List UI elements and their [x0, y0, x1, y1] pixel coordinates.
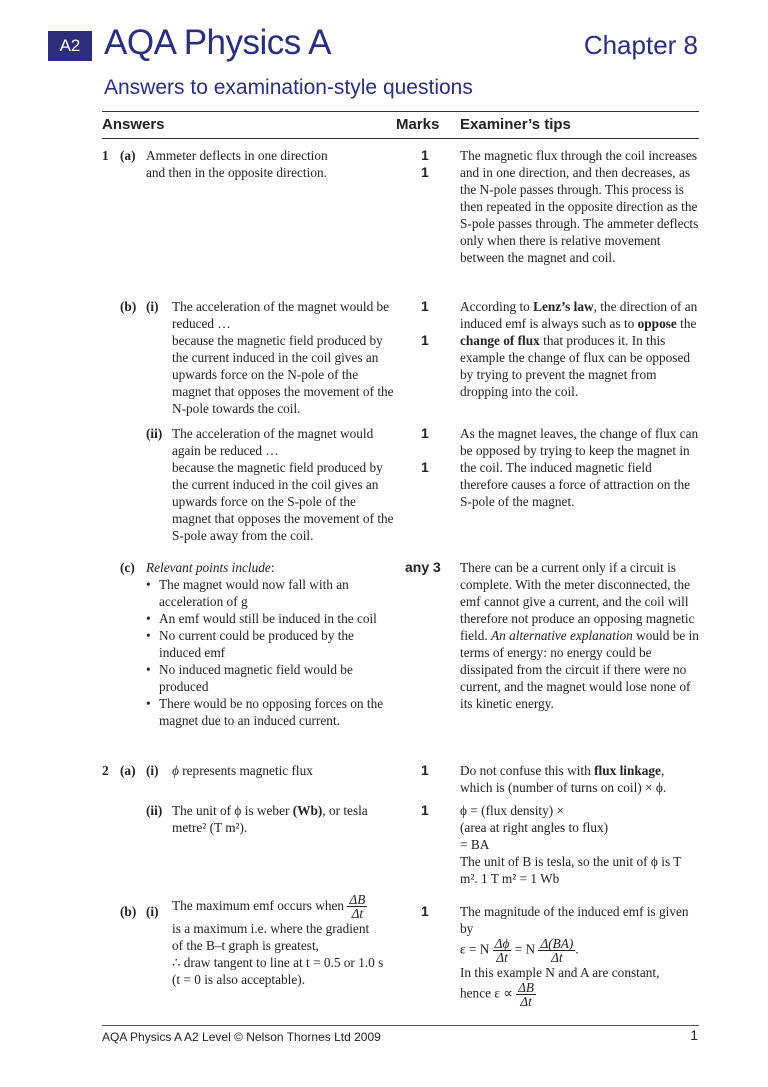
q1bi-mark-2: 1 [421, 332, 429, 348]
q2aii-answer: The unit of ϕ is weber (Wb), or tesla metre² (T m²). [172, 803, 368, 835]
q1c-bullet-list [146, 576, 396, 729]
q1bi-mark-1: 1 [421, 298, 429, 314]
q1c-answer: Relevant points include: • The magnet would now fall with an acceleration of g • An emf would still be induced in the coil • No current could be produced by the induced emf • No induced magnetic field would be produced • There would be no opposing forces on the magnet due to an induced current. [146, 559, 396, 729]
q2aii-mark: 1 [421, 802, 429, 818]
q1bii-label: (ii) [146, 426, 163, 441]
q1c-marks: any 3 [405, 559, 441, 575]
q1c-label: (c) [120, 560, 135, 575]
q2bi-answer: The maximum emf occurs when $\frac{\Delta B}{\Delta t}$ is a maximum i.e. where the gradient of the B–t graph is greatest, ∴ draw tangent to line at t = 0.5 or 1.0 s (t = 0 is also acceptable). [172, 892, 384, 987]
list-item: • The magnet would now fall with an acceleration of g [146, 576, 396, 610]
q1bi-tip: According to Lenz’s law, the direction of an induced emf is always such as to oppose the change of flux that produces it. In this example the change of flux can be opposed by trying to prevent the magnet from dropping into the coil. [460, 299, 698, 399]
list-item: • No current could be produced by the induced emf [146, 627, 396, 661]
q2b-label: (b) [120, 904, 137, 919]
q1a-tip: The magnetic flux through the coil increases and in one direction, and then decreases, as the N-pole passes through. This process is then repeated in the opposite direction as the S-pole passes through. The ammeter deflects only when there is relative movement between the magnet and coil. [460, 148, 699, 265]
q1a-mark-1: 1 [421, 147, 429, 163]
tips-column-header: Examiner’s tips [460, 116, 571, 133]
q2ai-tip: Do not confuse this with flux linkage, which is (number of turns on coil) × ϕ. [460, 763, 667, 795]
column-header-row [102, 111, 699, 139]
db-dt-fraction: $\frac{\Delta B}{\Delta t}$ [349, 892, 366, 921]
footer-rule [102, 1025, 699, 1026]
q2aii-label: (ii) [146, 803, 163, 818]
q2bi-tip: The magnitude of the induced emf is given by ε = N $\frac{\Delta\phi}{\Delta t}$ = N $\frac{\Delta(BA)}{\Delta t}$ . In this example N and A are constant, hence ε ∝ $\frac{\Delta B}{\Delta t}$ [460, 904, 689, 1009]
q1-number: 1 [102, 148, 109, 163]
q2bi-mark: 1 [421, 903, 429, 919]
page-subtitle: Answers to examination-style questions [104, 76, 473, 99]
q1bi-answer: The acceleration of the magnet would be reduced … because the magnetic field produced by the current induced in the coil gives an upwards force on the N-pole of the magnet that opposes the movement of the N-pole towards the coil. [172, 299, 394, 416]
q1a-mark-2: 1 [421, 164, 429, 180]
q2a-label: (a) [120, 763, 136, 778]
q2ai-label: (i) [146, 763, 159, 778]
marks-column-header: Marks [396, 116, 440, 133]
footer-copyright: AQA Physics A A2 Level © Nelson Thornes Ltd 2009 [102, 1030, 381, 1044]
q1bii-mark-2: 1 [421, 459, 429, 475]
q1bi-label: (i) [146, 299, 159, 314]
q1bii-tip: As the magnet leaves, the change of flux can be opposed by trying to keep the magnet in the coil. The induced magnetic field therefore causes a force of attraction on the S-pole of the magnet. [460, 426, 699, 509]
q2bi-label: (i) [146, 904, 159, 919]
q2aii-tip: ϕ = (flux density) × (area at right angles to flux) = BA The unit of B is tesla, so the unit of ϕ is T m². 1 T m² = 1 Wb [460, 803, 682, 886]
chapter-title: Chapter 8 [583, 30, 698, 60]
dba-dt-fraction: $\frac{\Delta(BA)}{\Delta t}$ [540, 936, 574, 965]
list-item: • An emf would still be induced in the coil [146, 610, 396, 627]
level-badge: A2 [48, 31, 92, 61]
dphi-dt-fraction: $\frac{\Delta\phi}{\Delta t}$ [494, 936, 510, 965]
q1b-label: (b) [120, 299, 137, 314]
q1bii-answer: The acceleration of the magnet would again be reduced … because the magnetic field produced by the current induced in the coil gives an upwards force on the S-pole of the magnet that opposes the movement of the S-pole away from the coil. [172, 426, 394, 543]
q1a-answer: Ammeter deflects in one direction and then in the opposite direction. [146, 148, 328, 180]
q2-number: 2 [102, 763, 109, 778]
q1c-tip: There can be a current only if a circuit is complete. With the meter disconnected, the emf cannot give a current, and the coil will therefore not produce an opposing magnetic field. An alternative explanation would be in terms of energy: no energy could be dissipated from the circuit if there were no current, and the magnet would lose none of its kinetic energy. [460, 560, 699, 711]
q2ai-mark: 1 [421, 762, 429, 778]
q1a-label: (a) [120, 148, 136, 163]
q1bii-mark-1: 1 [421, 425, 429, 441]
list-item: • There would be no opposing forces on the magnet due to an induced current. [146, 695, 396, 729]
aqa-physics-logo: AQA Physics A [104, 23, 331, 62]
tip-db-dt-fraction: $\frac{\Delta B}{\Delta t}$ [518, 980, 534, 1009]
answers-column-header: Answers [102, 116, 165, 133]
page-number: 1 [690, 1027, 698, 1043]
q2ai-answer: ϕ represents magnetic flux [172, 763, 313, 778]
list-item: • No induced magnetic field would be produced [146, 661, 396, 695]
